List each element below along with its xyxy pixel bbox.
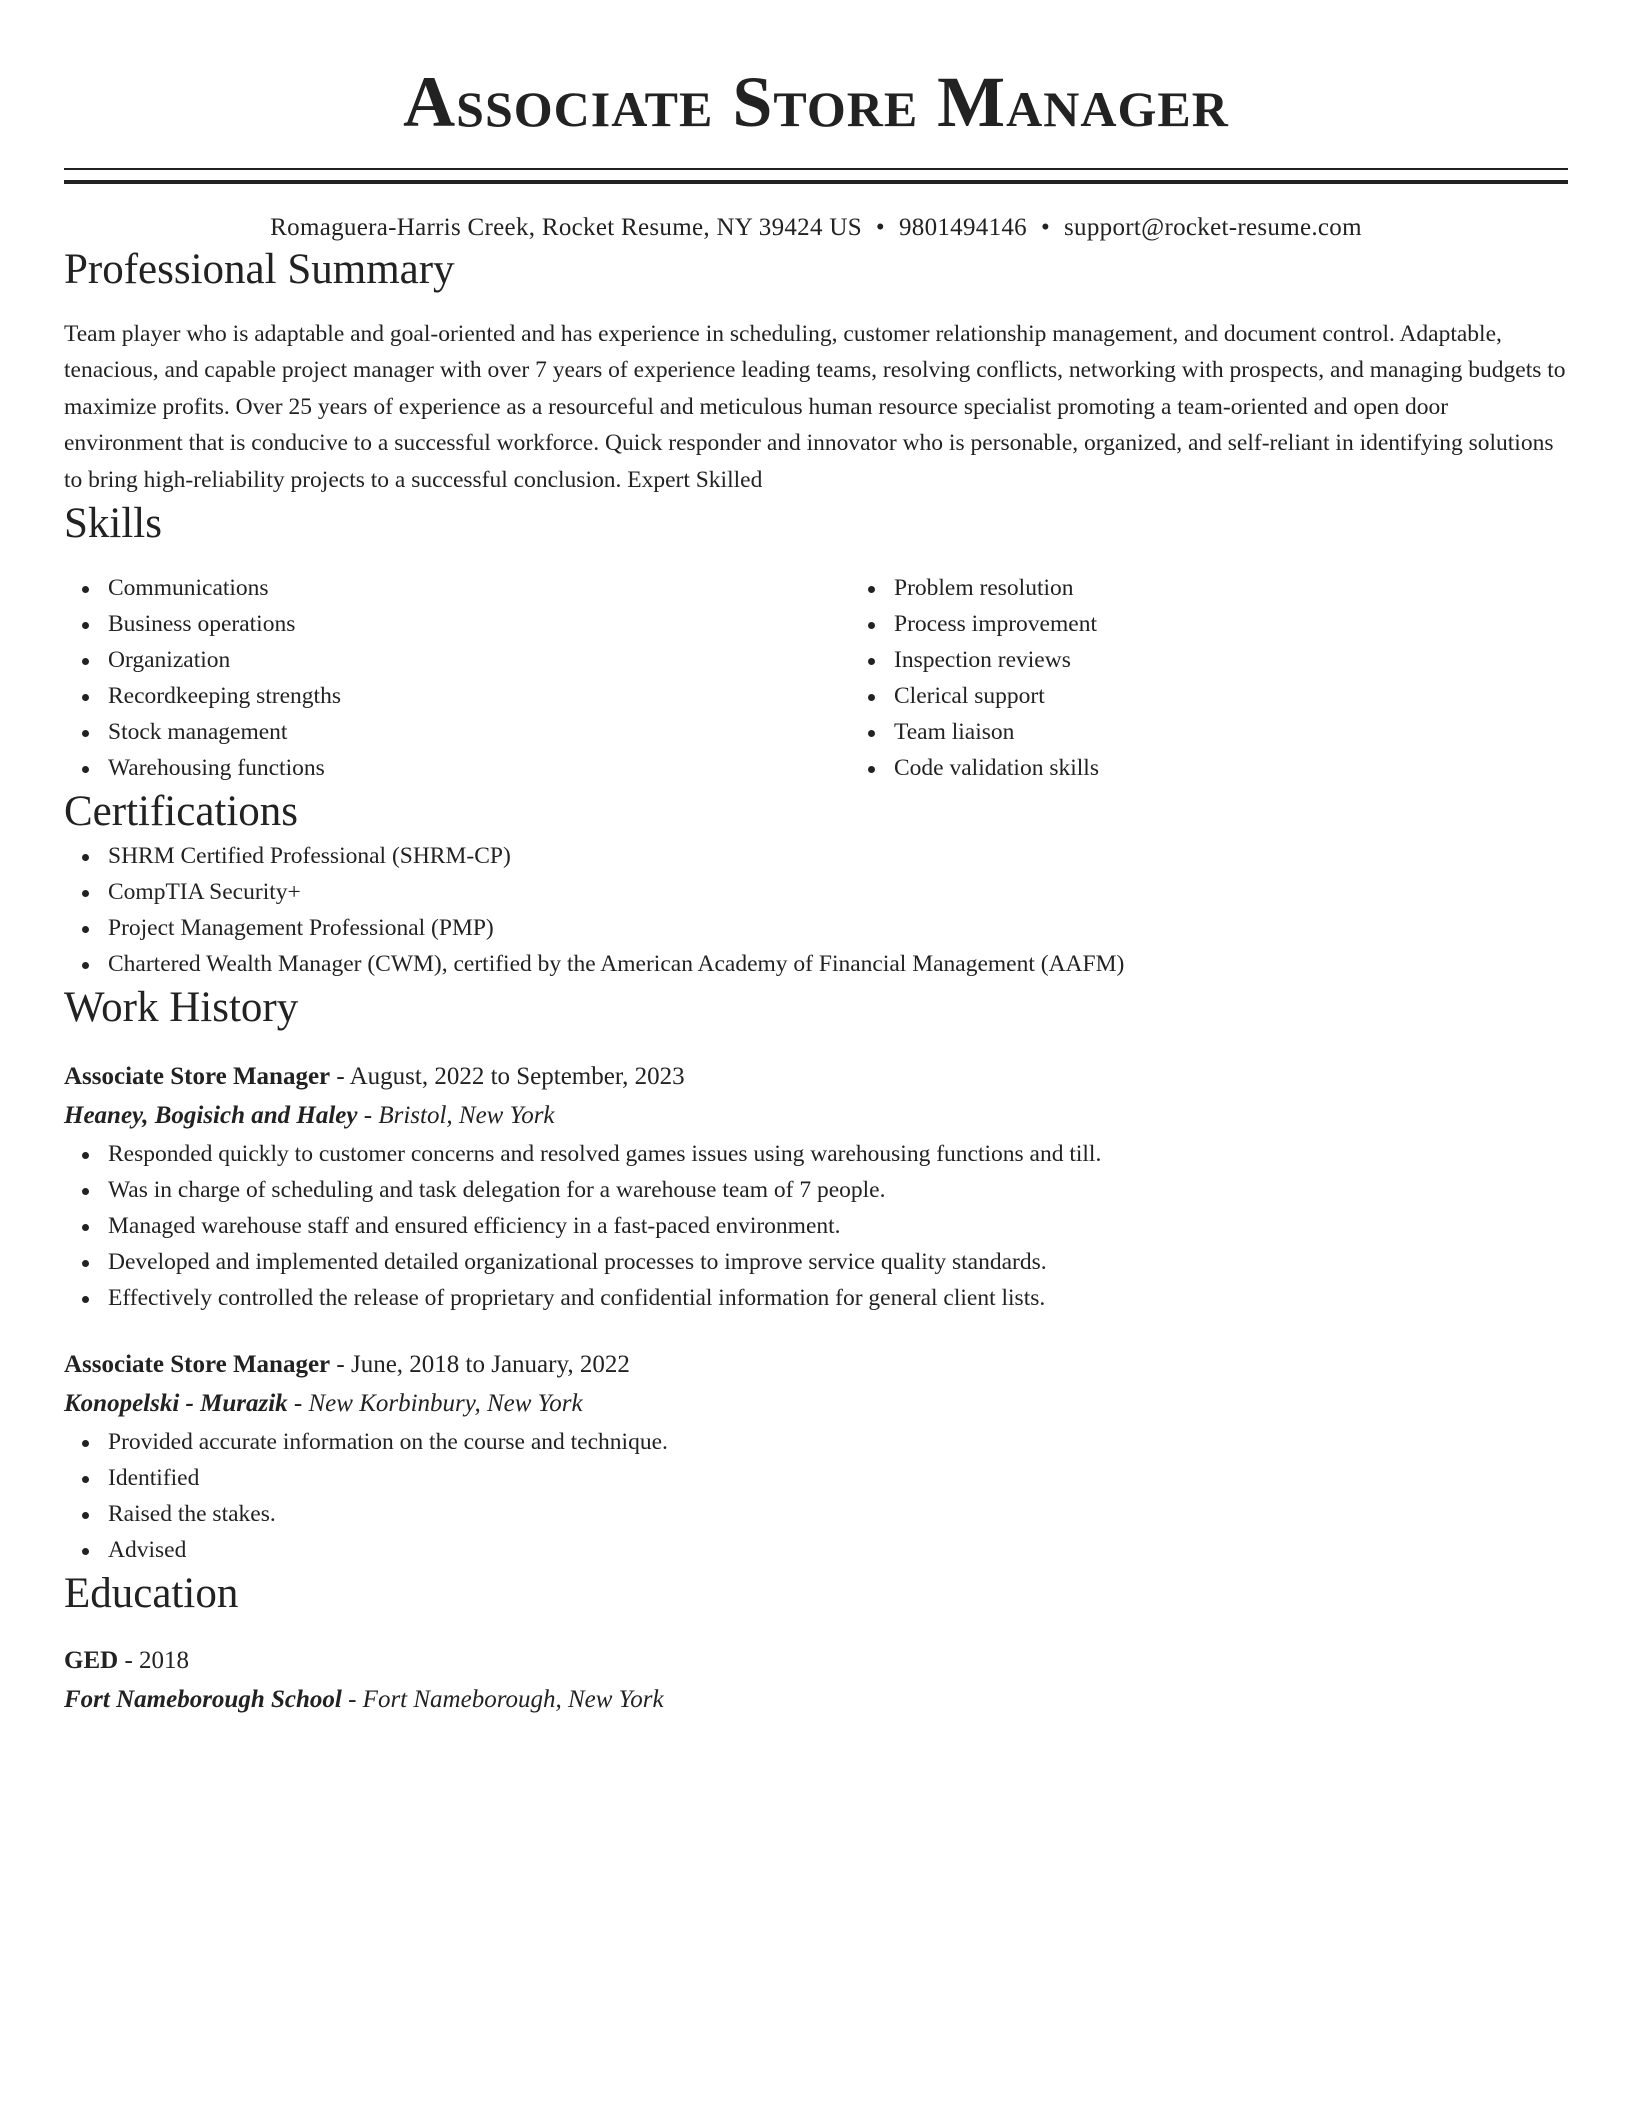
skill-item: Inspection reviews	[894, 642, 1632, 678]
skills-list-right	[850, 570, 1632, 786]
certification-item: SHRM Certified Professional (SHRM-CP)	[108, 838, 1568, 874]
job-duty-item: Provided accurate information on the course and technique.	[108, 1424, 1568, 1460]
certification-item: CompTIA Security+	[108, 874, 1568, 910]
skill-item: Recordkeeping strengths	[108, 678, 850, 714]
work-history-heading: Work History	[64, 984, 299, 1032]
education-location: - Fort Nameborough, New York	[341, 1686, 664, 1714]
contact-separator: •	[875, 214, 885, 241]
skill-item: Team liaison	[894, 714, 1632, 750]
job-dates: - June, 2018 to January, 2022	[330, 1351, 630, 1379]
contact-phone: 9801494146	[898, 214, 1027, 241]
summary-heading: Professional Summary	[64, 246, 455, 293]
skill-item: Clerical support	[894, 678, 1632, 714]
skill-item: Communications	[108, 570, 850, 606]
job-duty-item: Was in charge of scheduling and task delegation for a warehouse team of 7 people.	[108, 1172, 1568, 1208]
job-location: - Bristol, New York	[357, 1102, 555, 1130]
job-duties-list	[64, 1424, 1568, 1568]
job-employer-line	[64, 1096, 1568, 1136]
certifications-list	[64, 838, 1568, 982]
job-duty-item: Advised	[108, 1532, 1568, 1568]
job-duty-item: Raised the stakes.	[108, 1496, 1568, 1532]
education-year: - 2018	[118, 1647, 190, 1675]
skills-columns	[64, 570, 1568, 786]
job-duties-list	[64, 1136, 1568, 1316]
skill-item: Business operations	[108, 606, 850, 642]
skills-heading: Skills	[64, 500, 162, 548]
summary-text: Team player who is adaptable and goal-oriented and has experience in scheduling, customer relationship management, and document control. Adaptable, tenacious, and capable project manager with over 7 years of experience leading teams, resolving conflicts, networking with prospects, and managing budgets to maximize profits. Over 25 years of experience as a resourceful and meticulous human resource specialist promoting a team-oriented and open door environment that is conducive to a successful workforce. Quick responder and innovator who is personable, organized, and self-reliant in identifying solutions to bring high-reliability projects to a successful conclusion. Expert Skilled	[64, 321, 1566, 493]
job-header	[64, 1346, 1568, 1384]
job-duty-item: Managed warehouse staff and ensured efficiency in a fast-paced environment.	[108, 1208, 1568, 1244]
job-title: Associate Store Manager	[64, 1063, 331, 1091]
job-employer: Heaney, Bogisich and Haley	[64, 1102, 358, 1130]
education-degree: GED	[64, 1647, 119, 1675]
education-header	[64, 1642, 1568, 1680]
certification-item: Project Management Professional (PMP)	[108, 910, 1568, 946]
job-employer: Konopelski - Murazik	[64, 1390, 288, 1418]
skills-list-left	[64, 570, 850, 786]
job-title: Associate Store Manager	[64, 1351, 331, 1379]
skill-item: Organization	[108, 642, 850, 678]
job-dates: - August, 2022 to September, 2023	[330, 1063, 685, 1091]
contact-address: Romaguera-Harris Creek, Rocket Resume, NY 39424 US	[270, 214, 862, 241]
skill-item: Problem resolution	[894, 570, 1632, 606]
contact-line	[64, 212, 1568, 244]
certification-item: Chartered Wealth Manager (CWM), certified by the American Academy of Financial Management (AAFM)	[108, 946, 1568, 982]
contact-email: support@rocket-resume.com	[1064, 214, 1362, 241]
job-duty-item: Identified	[108, 1460, 1568, 1496]
candidate-name: Associate Store Manager	[403, 62, 1229, 142]
job-location: - New Korbinbury, New York	[287, 1390, 583, 1418]
education-school: Fort Nameborough School	[64, 1686, 342, 1714]
education-heading: Education	[64, 1570, 239, 1618]
skill-item: Stock management	[108, 714, 850, 750]
skill-item: Warehousing functions	[108, 750, 850, 786]
contact-separator: •	[1040, 214, 1051, 241]
job-employer-line	[64, 1384, 1568, 1424]
skill-item: Process improvement	[894, 606, 1632, 642]
skill-item: Code validation skills	[894, 750, 1632, 786]
job-header	[64, 1058, 1568, 1096]
job-duty-item: Responded quickly to customer concerns and resolved games issues using warehousing functions and till.	[108, 1136, 1568, 1172]
certifications-heading: Certifications	[64, 788, 299, 836]
education-school-line	[64, 1680, 1568, 1720]
header-divider	[64, 168, 1568, 184]
job-duty-item: Effectively controlled the release of proprietary and confidential information for general client lists.	[108, 1280, 1568, 1316]
job-duty-item: Developed and implemented detailed organizational processes to improve service quality standards.	[108, 1244, 1568, 1280]
